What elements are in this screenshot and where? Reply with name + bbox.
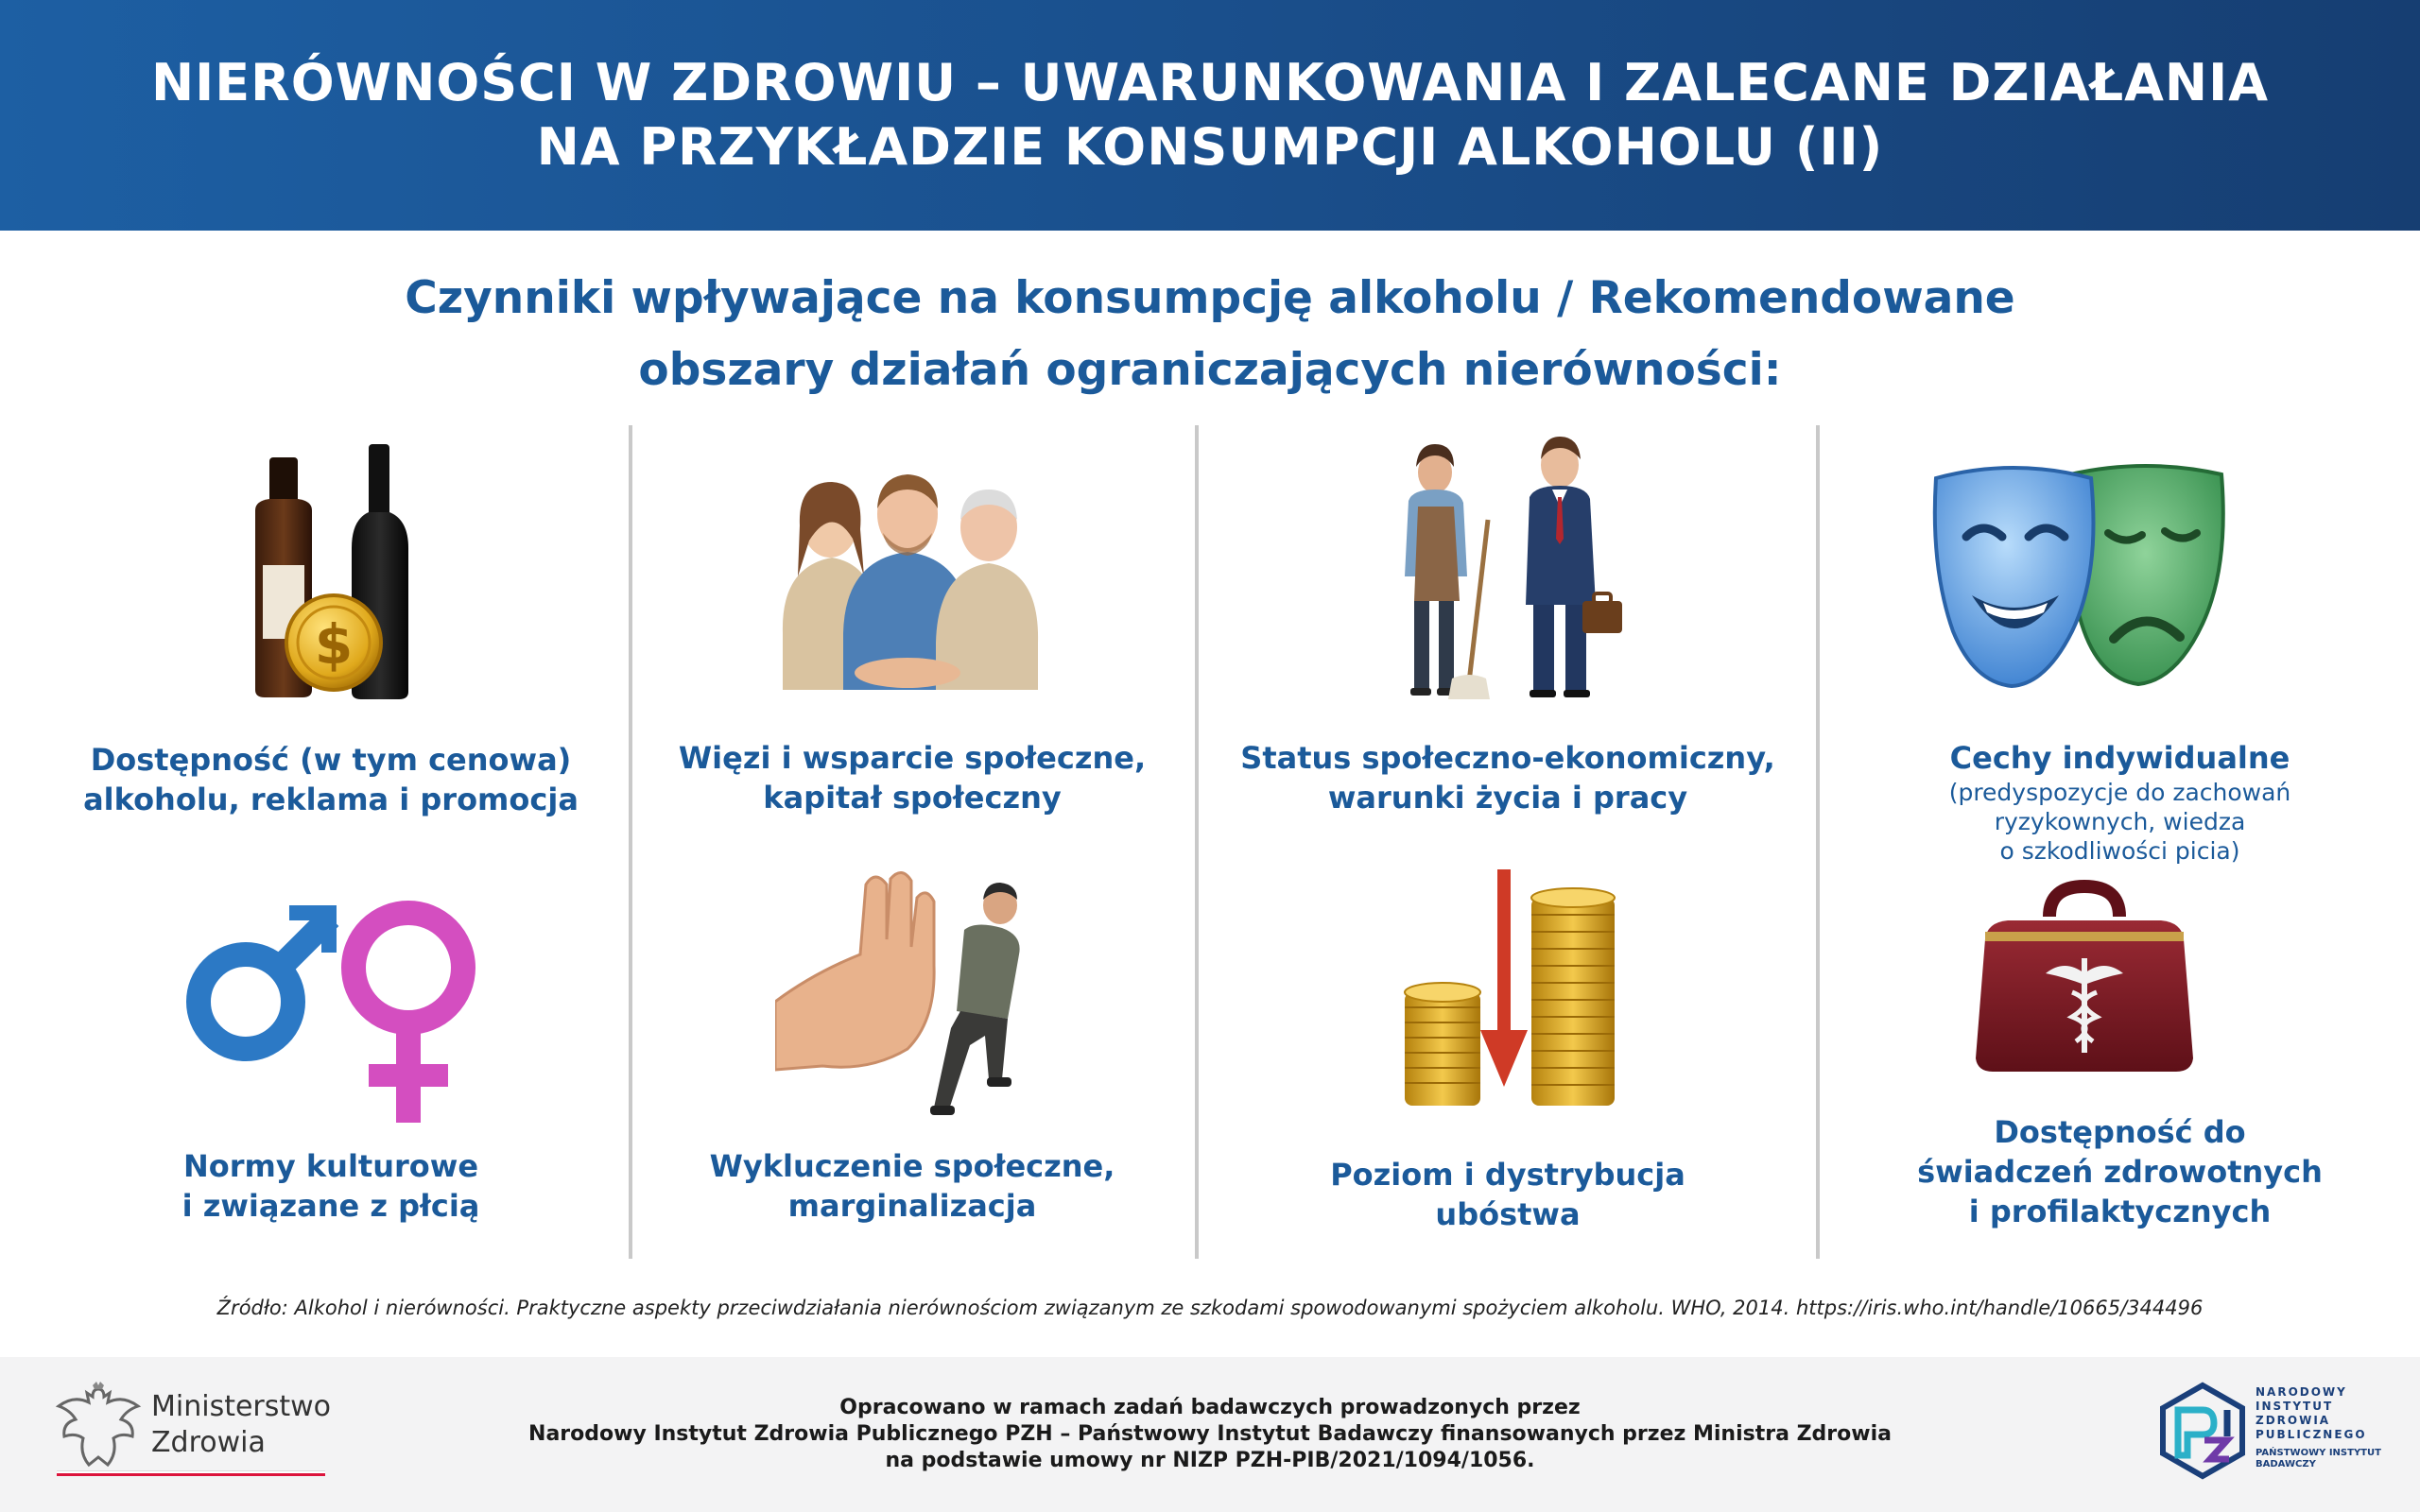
column-divider [1195, 425, 1199, 1259]
medical-bag-icon [1966, 879, 2203, 1077]
subtitle-line2: obszary działań ograniczających nierówności: [638, 344, 1782, 396]
pzh-line: PUBLICZNEGO [2256, 1428, 2367, 1441]
caption-socioeconomic [1201, 738, 1815, 817]
caption-cultural-norms [38, 1146, 624, 1226]
ministry-line2: Zdrowia [151, 1426, 266, 1459]
coin-stacks-icon [1399, 869, 1626, 1115]
bottles-coin-icon [227, 444, 473, 709]
caption-individual-traits [1820, 738, 2420, 866]
pushing-hand-icon [775, 860, 1040, 1125]
caption-social-exclusion [629, 1146, 1196, 1226]
column-divider [629, 425, 632, 1259]
pzh-name [2256, 1385, 2367, 1442]
caption-line: Więzi i wsparcie społeczne, [678, 740, 1147, 776]
caption-line: kapitał społeczny [763, 780, 1062, 816]
caption-healthcare-access [1820, 1112, 2420, 1231]
ministry-line1: Ministerstwo [151, 1390, 332, 1423]
caption-line: i profilaktycznych [1968, 1194, 2272, 1229]
caption-poverty [1201, 1155, 1815, 1234]
caption-line: warunki życia i pracy [1327, 780, 1688, 816]
eagle-emblem-icon [55, 1382, 142, 1472]
caption-line: Normy kulturowe [182, 1148, 479, 1184]
theater-masks-icon [1928, 454, 2240, 699]
source-citation: Źródło: Alkohol i nierówności. Praktyczne aspekty przeciwdziałania nierównościom związanym ze szkodami spowodowanymi spożyciem alkoholu. WHO, 2014. https://iris.who.int/handle/10665/344496 [216, 1297, 2204, 1319]
subtitle-line1: Czynniki wpływające na konsumpcję alkoholu / Rekomendowane [405, 272, 2015, 324]
caption-social-ties [629, 738, 1196, 817]
footer-line: Narodowy Instytut Zdrowia Publicznego PZH – Państwowy Instytut Badawczy finansowanych przez Ministra Zdrowia [528, 1422, 1892, 1446]
pzh-logo-icon [2157, 1382, 2248, 1480]
caption-line: Dostępność do [1994, 1114, 2246, 1150]
gender-symbols-icon [180, 888, 482, 1134]
caption-availability [38, 740, 624, 819]
caption-line: ubóstwa [1435, 1196, 1581, 1232]
workers-icon [1380, 416, 1626, 718]
header-banner [0, 0, 2420, 231]
footer-line: Opracowano w ramach zadań badawczych prowadzonych przez [839, 1396, 1581, 1419]
caption-line: Status społeczno-ekonomiczny, [1240, 740, 1775, 776]
svg-text:$: $ [314, 612, 354, 677]
caption-line: alkoholu, reklama i promocja [83, 782, 579, 817]
pzh-line: INSTYTUT [2256, 1400, 2334, 1413]
footer-line: na podstawie umowy nr NIZP PZH-PIB/2021/1094/1056. [885, 1449, 1535, 1472]
section-subtitle [0, 263, 2420, 406]
ministry-flag-bar [57, 1470, 325, 1476]
caption-subline: o szkodliwości picia) [1999, 837, 2240, 865]
family-icon [766, 454, 1049, 699]
footer-funding-note [454, 1395, 1966, 1474]
caption-line: Poziom i dystrybucja [1330, 1157, 1685, 1193]
caption-line: świadczeń zdrowotnych [1917, 1154, 2323, 1190]
caption-subline: ryzykownych, wiedza [1994, 808, 2246, 835]
caption-line: Wykluczenie społeczne, [709, 1148, 1115, 1184]
page-title-line2: NA PRZYKŁADZIE KONSUMPCJI ALKOHOLU (II) [536, 117, 1884, 177]
ministry-name [151, 1389, 331, 1461]
caption-subline: (predyspozycje do zachowań [1948, 779, 2291, 806]
caption-line: Dostępność (w tym cenowa) [90, 742, 572, 778]
caption-line: Cechy indywidualne [1949, 740, 2290, 776]
pzh-line: BADAWCZY [2256, 1459, 2316, 1469]
caption-line: i związane z płcią [182, 1188, 480, 1224]
pzh-line: PAŃSTWOWY INSTYTUT [2256, 1448, 2381, 1458]
pzh-subtitle [2256, 1448, 2381, 1470]
caption-line: marginalizacja [787, 1188, 1037, 1224]
pzh-line: NARODOWY [2256, 1385, 2347, 1399]
page-title-line1: NIERÓWNOŚCI W ZDROWIU – UWARUNKOWANIA I ZALECANE DZIAŁANIA [150, 53, 2270, 112]
pzh-line: ZDROWIA [2256, 1414, 2331, 1427]
